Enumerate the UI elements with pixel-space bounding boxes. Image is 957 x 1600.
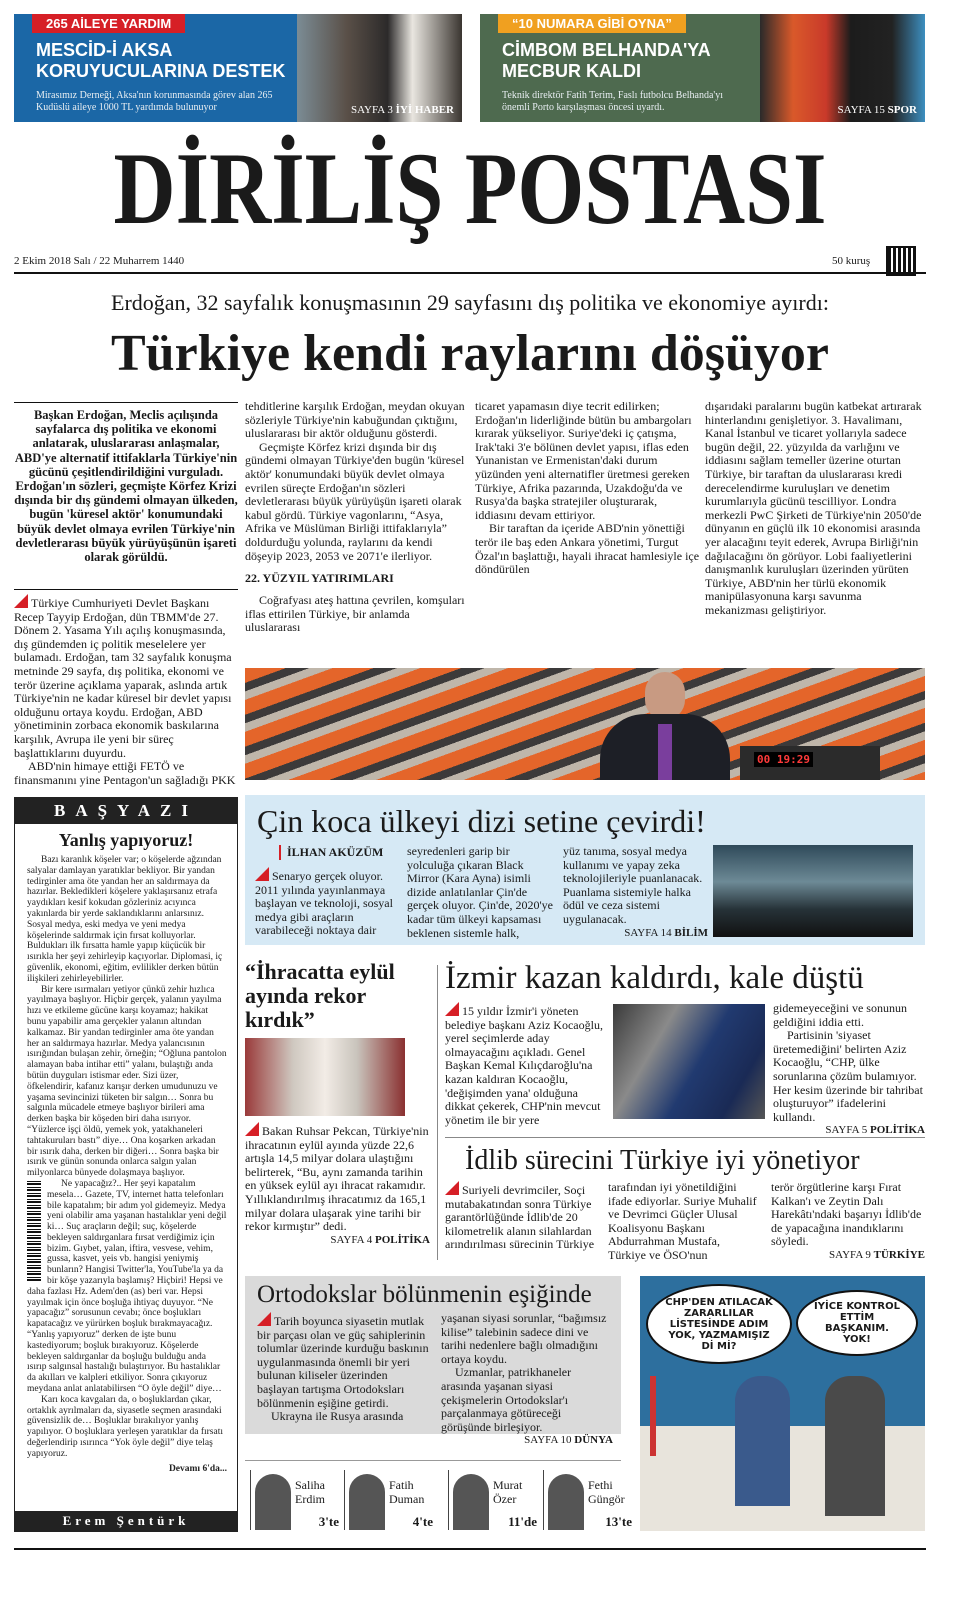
story-ortodoks[interactable]	[245, 1276, 621, 1447]
story-col: seyredenleri garip bir yolculuğa çıkaran Black Mirror (Kara Ayna) isimli dizide anlatılanlar Çin'de gerçek oluyor. Çin'de, 2020'ye kadar tüm ülkeyi kapsaması beklenen sistemle halk,	[407, 844, 553, 940]
masthead-logo[interactable]: DİRİLİŞ POSTASI	[113, 130, 827, 246]
story-col: terör örgütlerine karşı Fırat Kalkan'ı ve Zeytin Dalı Harekâtı'ndaki başarıyı İdlib'de de yapacağına inandıklarını söyledi. SAYFA 9 TÜRKİYE	[771, 1180, 925, 1261]
body-text: tehditlerine karşılık Erdoğan, meydan okuyan sözleriyle Türkiye'nin kabuğundan çıktığını, uluslararası bir aktör olduğunu gösterdi.	[245, 399, 465, 441]
page-ref[interactable]: SAYFA 4 POLİTİKA	[330, 1233, 430, 1246]
body-text: ABD'nin himaye ettiği FETÖ ve finansmanını yine Pentagon'un sağladığı PKK	[14, 759, 236, 787]
story-cin[interactable]	[245, 795, 925, 945]
main-lead: Başkan Erdoğan, Meclis açılışında sayfalarca dış politika ve ekonomi anlatarak, uluslararası anlaşmalar, ABD'ye alternatif ittifaklarla Türkiye'nin gücünü çeşitlendirildiğini vurguladı. Erdoğan'ın sözleri, geçmişte Körfez Krizi dışında bir dış gündemi olmayan ülkeden, bugün 'küresel aktör' konumundaki büyük devlet olmaya evrilen Türkiye'nin devletlerarası büyük yürüyüşünün işareti olarak görüldü.	[14, 408, 238, 565]
banner-summary: Mirasımız Derneği, Aksa'nın korunmasında görev alan 265 Kudüslü aileye 1000 TL yardımda bulunuyor	[36, 90, 273, 113]
banner-headline: CİMBOM BELHANDA'YA MECBUR KALDI	[502, 40, 710, 81]
story-headline: Ortodokslar bölünmenin eşiğinde	[257, 1281, 592, 1308]
columnist-fatih-duman[interactable]	[344, 1470, 439, 1530]
banner-tag: “10 NUMARA GİBİ OYNA”	[498, 14, 686, 33]
story-headline: “İhracatta eylül ayında rekor kırdık”	[245, 959, 395, 1032]
masthead-rule	[14, 272, 926, 274]
editorial-author: Erem Şentürk	[15, 1511, 237, 1531]
main-col-2	[245, 400, 467, 635]
story-col: yüz tanıma, sosyal medya kullanımı ve yapay zeka teknolojileriyle puanlanacak. Puanlama sistemiyle halka ödül ve ceza sistemi uygulanacak. SAYFA 14 BİLİM	[563, 844, 708, 939]
body-text: dışarıdaki paralarını bugün katbekat artırarak hinterlandını genişletiyor. 3. Havalimanı, Kanal İstanbul ve ticaret yollarıyla sadece bugün değil, 22. yüzyılda da varlığını ve iddiasını sağlam temeller üzerine oturtan Türkiye, bir taraftan da uluslararası kredi derecelendirme kuruluşları ve denetim kurumlarıyla gücünü tescilliyor. Londra merkezli PwC Şirketi de Türkiye'nin 2050'de dünyanın en güçlü ilk 10 ekonomisi arasında yer alacağını teyit ederek, Avrupa Birliği'nin dağılacağını ön görüyor. Lobi faaliyetlerini danışmanlık kuruluşları üzerinden yürüten Türkiye, ABD'nin her türlü ekonomik manipülasyonuna karşı savunma mekanizması geliştiriyor.	[705, 399, 922, 617]
columnist-page: 13'te	[605, 1514, 632, 1529]
columnist-fethi-gungor[interactable]	[543, 1470, 638, 1530]
avatar	[453, 1474, 489, 1530]
avatar	[548, 1474, 584, 1530]
story-col: Tarih boyunca siyasetin mutlak bir parçası olan ve güç sahiplerinin tolumlar üzerinde kurduğu baskının uygulanmasında önemli bir yeri bulunan kiliseler üzerinden başlayan tartışma Ortodoksları bölünmenin eşiğine getirdi. Ukrayna ile Rusya arasında	[257, 1314, 429, 1424]
avatar	[349, 1474, 385, 1530]
columnist-name: Murat Özer	[493, 1478, 523, 1506]
continued-link[interactable]: Devamı 6'da...	[168, 1463, 227, 1474]
story-col: Senaryo gerçek oluyor. 2011 yılında yayınlanmaya başlayan ve teknoloji, sosyal medya gibi araçların varabileceği noktaya dair	[255, 869, 393, 938]
columnist-name: Saliha Erdim	[295, 1478, 325, 1506]
story-idlib[interactable]	[445, 1145, 925, 1270]
session-clock: 00 19:29	[754, 752, 813, 767]
barcode-icon	[27, 1181, 41, 1281]
erdogan-photo	[600, 668, 730, 780]
story-body: Bakan Ruhsar Pekcan, Türkiye'nin ihracatının eylül ayında yüzde 22,6 artışla 14,5 milyar dolara ulaştığını belirterek, “Bu, aynı zamanda tarihin en yüksek eylül ayı ihracat rakamıdır. Yıllıklandırılmış ihracatımız da 165,1 milyar dolara ulaşarak yine tarihi bir rekor kırmıştır” dedi.	[245, 1124, 429, 1234]
story-headline: İdlib sürecini Türkiye iyi yönetiyor	[465, 1145, 860, 1176]
lead-rule	[14, 589, 238, 590]
body-text: Coğrafyası ateş hattına çevrilen, komşuları iflas ettirilen Türkiye, bir anlamda uluslararası	[245, 593, 465, 635]
story-col: tarafından iyi yönetildiğini ifade ediyorlar. Suriye Muhalif ve Devrimci Güçler Ulusal Koalisyonu Başkanı Abdurrahman Mustafa, Türkiye ve ÖSO'nun	[608, 1180, 757, 1262]
banner-headline: MESCİD-İ AKSA KORUYUCULARINA DESTEK	[36, 40, 286, 81]
issue-date: 2 Ekim 2018 Salı / 22 Muharrem 1440	[14, 255, 185, 267]
story-col: Suriyeli devrimciler, Soçi mutabakatından sonra Türkiye garantörlüğünde İdlib'de 20 kilometrelik alanın silahlardan arındırılması sürecinin Türkiye	[445, 1183, 595, 1252]
bullet-triangle-icon	[245, 1122, 259, 1136]
story-col: yaşanan siyasi sorunlar, “bağımsız kilise” talebinin sadece dini ve tarihi nedenlere bağlı olmadığını ortaya koydu. Uzmanlar, patrikhaneler arasında yaşanan siyasi çekişmelerin Ortodokslar'ı parçalanmaya götüreceği görüşünde birleşiyor. SAYFA 10 DÜNYA	[441, 1311, 613, 1447]
story-col: 15 yıldır İzmir'i yöneten belediye başkanı Aziz Kocaoğlu, yerel seçimlerde aday olmayacağını açıkladı. Genel Başkan Kemal Kılıçdaroğlu'na kazan kaldıran Kocaoğlu, 'değişimden yana' olduğuna dikkat çekerek, CHP'nin mevcut yönetim ile bir yere	[445, 1004, 603, 1127]
story-izmir[interactable]	[445, 960, 925, 1137]
banner-mescid-aksa[interactable]	[14, 14, 462, 122]
banner-page-ref: SAYFA 3 İYİ HABER	[350, 104, 454, 116]
page-ref[interactable]: SAYFA 10 DÜNYA	[524, 1434, 613, 1447]
page-ref[interactable]: SAYFA 9 TÜRKİYE	[829, 1248, 925, 1261]
editorial-box[interactable]	[14, 797, 238, 1532]
banner-tag: 265 AİLEYE YARDIM	[32, 14, 185, 33]
issue-price: 50 kuruş	[832, 255, 871, 267]
body-text: ticaret yapamasın diye tecrit edilirken; Erdoğan'ın liderliğinde bütün bu ambargoları kırarak yükseliyor. Suriye'deki iç çatışma, Irak'taki 3'e bölünen devlet yapısı, iflas eden Yunanistan ve Ermenistan'daki durum yüzünden yeni alternatifler üretmesi gereken Türkiye, Afrika pazarında, Uzakdoğu'da ve Rusya'da başka stratejiler oluşturarak, iddiasını devam ettiriyor.	[475, 399, 692, 522]
editorial-paragraph: Karı koca kavgaları da, o boşluklardan çıkar, ortaklık ayrılmaları da, siyasetle seçmen arasındaki güvensizlik de… Boşluklar bırakılıyor yanlış yapılıyor. O boşluklara yerleşen yaratıklar da fırsatı değerlendirip ısırınca “Yok öyle değil” diye telaş yapıyoruz.	[27, 1394, 224, 1459]
column-divider	[437, 965, 438, 1260]
body-text: Türkiye Cumhuriyeti Devlet Başkanı Recep Tayyip Erdoğan, dün TBMM'de 27. Dönem 2. Yasama Yılı açılış konuşmasında, dış gündemden iç politik meselelere yer bulamadı. Erdoğan, tam 32 sayfalık konuşma metninde 29 sayfa, dış politika, ekonomi ve terör üzerine açıklama yaparak, aslında artık Türkiye'nin ne kadar küresel bir devlet yapısı olduğunu ortaya koydu. Erdoğan, ABD yönetiminin zorbaca ekonomik baskılarına karşılık, Avrupa ile yeni bir süreç başlattıklarını duyurdu.	[14, 596, 232, 760]
main-col-1	[14, 594, 238, 787]
surveillance-photo	[713, 845, 913, 937]
bullet-triangle-icon	[255, 867, 269, 881]
avatar	[255, 1474, 291, 1530]
story-col: gidemeyeceğini ve sonunun geldiğini iddia etti. Partisinin 'siyaset üretemediğini' belirten Aziz Kocaoğlu, “CHP, ülke sorunlarına çözüm bulamıyor. Her kesim üzerinde bir tahribat oluşturuyor” ifadelerini kullandı. SAYFA 5 POLİTİKA	[773, 1001, 925, 1137]
columnist-page: 4'te	[412, 1514, 433, 1529]
lead-rule	[14, 402, 238, 403]
columnist-page: 3'te	[318, 1514, 339, 1529]
editorial-label: BAŞYAZI	[15, 798, 237, 824]
banner-cimbom[interactable]	[480, 14, 925, 122]
section-subhead: 22. YÜZYIL YATIRIMLARI	[245, 571, 394, 586]
main-headline[interactable]: Türkiye kendi raylarını döşüyor	[111, 325, 829, 382]
bottom-rule	[14, 1548, 926, 1550]
main-col-3	[475, 400, 700, 577]
editorial-paragraph: Bir kere ısırmaları yetiyor çünkü zehir hızlıca yayılmaya başlıyor. Hiçbir gerçek, yalanın yayılma hızı ve etkileme gücüne karşı koyamaz; hakikat bunu yapabilir ama gerçekler yalanın altından kalkamaz. Bir yandan tedirginler ama öte yandan her an saldırmaya hazırlar. Medya yalancısının ısırığından bulaşan zehir, örneğin; “Oğluna pantolon alamayan baba intihar etti” yalanı, bulaştığı anda bütün duyguları istismar eder. Sizi üzer, öfkelendirir, kafanız karışır derken umudunuzu ve yaşama sevincinizi tüketen bir salgın… Sonra bu salgınla mücadele etmeye başlıyor birileri ama derken başka bir köşeden biri daha ısırıyor. “Yüzlerce işçi öldü, yemek yok, yatakhaneleri tahtakuruları bastı” diye… Ona koşarken arkadan bir ısırık daha, derken bir diğeri… Sonra başka bir ısırık ve günün sonunda onlarca salgın yalan milyonlarca bünyede dolaşmaya başlıyor.	[27, 984, 227, 1179]
columnists-rule	[245, 1460, 621, 1461]
columnist-name: Fethi Güngör	[588, 1478, 625, 1506]
political-cartoon	[640, 1276, 925, 1531]
banner-summary: Teknik direktör Fatih Terim, Faslı futbolcu Belhanda'yı önemli Porto karşılaşması öncesi uyardı.	[502, 90, 724, 113]
columnist-saliha-erdim[interactable]	[250, 1470, 345, 1530]
editorial-body	[15, 855, 237, 1474]
editorial-title: Yanlış yapıyoruz!	[58, 830, 194, 850]
bullet-triangle-icon	[445, 1181, 459, 1195]
kocaoglu-photo	[613, 1004, 765, 1119]
bullet-triangle-icon	[14, 594, 28, 608]
banner-page-ref: SAYFA 15 SPOR	[837, 104, 917, 116]
story-headline: Çin koca ülkeyi dizi setine çevirdi!	[257, 803, 706, 839]
editorial-paragraph: Ne yapacağız?.. Her şeyi kapatalım mesela… Gazete, TV, internet hatta telefonları bile kapatalım; bir adım yol gidemeyiz. Medya yeni olabilir ama yaşanan hastalıklar yeni değil ki… Suç araçların değil; suç, köşelerde bekleyen saldırganlara fırsat verdiğimiz için bizim. Gıybet, yalan, iftira, vesvese, vehim, gussa, kasvet, yeis vb. hangisi yeniymiş bunların? Hangisi Twitter'la, YouTube'la ya da bir köşe yazarıyla başlamış? Hiçbiri! Hepsi ve daha fazlası Hz. Adem'den (as) beri var. Hepsi yayılmak için önce boşluğa ihtiyaç duyuyor. “Ne yapacağız” sorusunun cevabı; önce boşlukları kapatacağız ve yürürken boşluk bırakmayacağız. “Yanlış yapıyoruz” derken de işte bunu kastediyorum; boşluk bırakıyoruz. Köşelerde bekleyen saldırganlar da boşluğu bulduğu anda ısırıp salgınsal hastalığı bulaştırıyor. Bu hastalıklar da akılları ve kalpleri etkiliyor. Sonra çıkıyoruz meydana anlat anlatabilirsen “O öyle değil” diye…	[27, 1178, 227, 1395]
page-ref[interactable]: SAYFA 14 BİLİM	[624, 926, 708, 939]
speech-bubble: CHP'DEN ATILACAK ZARARLILAR LİSTESİNDE ADIM YOK, YAZMAMIŞIZ Dİ Mİ?	[646, 1284, 792, 1364]
story-rule	[445, 1137, 925, 1138]
story-headline: İzmir kazan kaldırdı, kale düştü	[445, 960, 864, 996]
pekcan-photo	[245, 1038, 405, 1116]
main-col-4	[705, 400, 925, 618]
story-ihracat[interactable]	[245, 960, 430, 1246]
main-subheadline: Erdoğan, 32 sayfalık konuşmasının 29 sayfasını dış politika ve ekonomiye ayırdı:	[111, 290, 829, 315]
bullet-triangle-icon	[445, 1002, 459, 1016]
editorial-paragraph: Bazı karanlık köşeler var; o köşelerde ağzından salyalar damlayan yaratıklar bekliyor. Bir yandan tedirginler ama öte yandan her an saldırmaya da hazırlar. Bekledikleri köşelere yaklaşırsanız etrafa yaydıkları kesif kokudan gözleriniz acıyınca yakınlarda bir yerde saklandıklarını anlarsınız. Sosyal medya, eski medya ve yeni medya köşelerinde saldırmak için fırsat kolluyorlar. Buldukları ilk fırsatta hamle yapıp küçücük bir ısırıkla her şeyi zehirleyip kaçıyorlar. Diplomasi, iç güvenlik, ekonomi, eğitim, evlilikler derken bütün ilişkileri zehirleyebilirler.	[27, 855, 223, 984]
page-ref[interactable]: SAYFA 5 POLİTİKA	[825, 1124, 925, 1137]
body-text: Bir taraftan da içeride ABD'nin yönettiği terör ile baş eden Ankara yönetimi, Turgut Özal'ın başlattığı, hayali ihracat hamlesiyle içe döndürülen	[475, 521, 700, 577]
body-text: Geçmişte Körfez krizi dışında bir dış gündemi olmayan Türkiye'den bugün 'küresel aktör' konumundaki büyük devlet olmaya evrilen süreçte Erdoğan'ın sözleri devletlerarası büyük yürüyüşün işareti olarak kabul gördü. Türkiye vagonlarını, “Asya, Afrika ve Müslüman Birliği ittifaklarıyla” doldurduğu yolunda, raylarını da kendi döşeyip 2023, 2053 ve 2071'e ilerliyor.	[245, 439, 465, 563]
story-byline: İLHAN AKÜZÜM	[279, 845, 383, 860]
bullet-triangle-icon	[257, 1312, 271, 1326]
columnist-page: 11'de	[508, 1514, 537, 1529]
speech-bubble: İYİCE KONTROL ETTİM BAŞKANIM. YOK!	[796, 1290, 918, 1356]
columnist-name: Fatih Duman	[389, 1478, 425, 1506]
columnist-murat-ozer[interactable]	[448, 1470, 543, 1530]
